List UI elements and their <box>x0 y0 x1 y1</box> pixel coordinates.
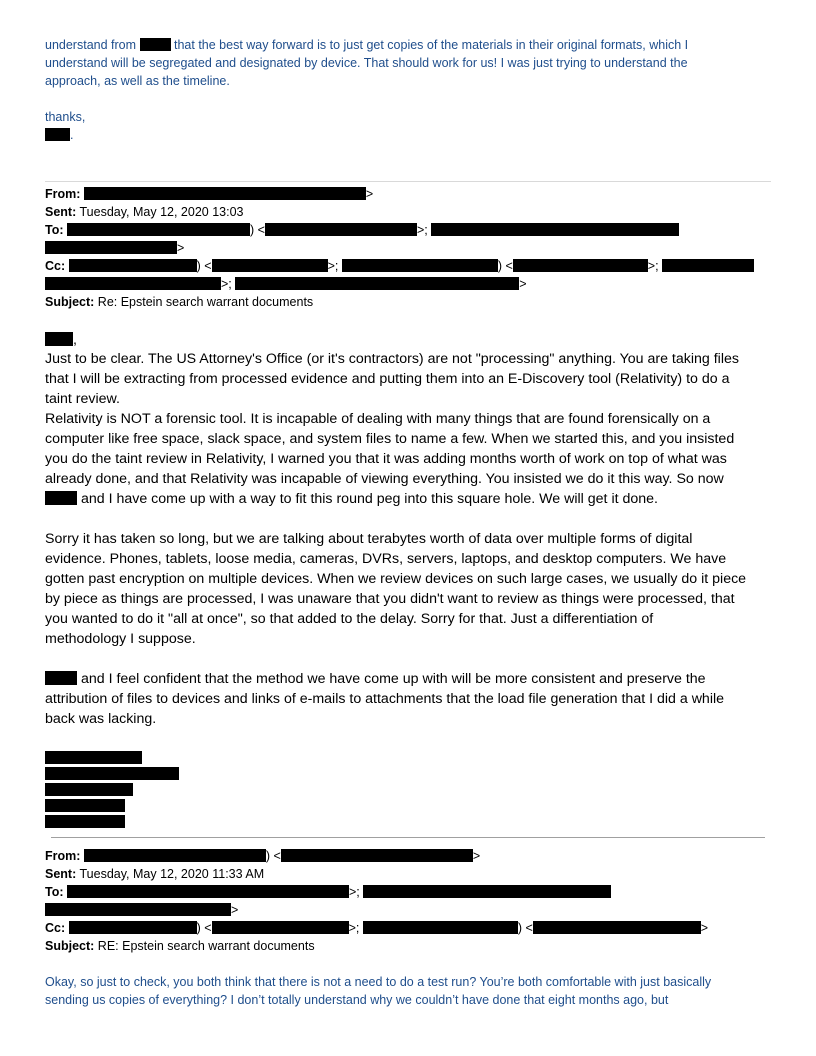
reply-para3-line: attribution of files to devices and links of e-mails to attachments that the load file generation that I did a while <box>45 691 725 707</box>
bottom-message-line-1: Okay, so just to check, you both think that there is not a need to do a test run? You’re both comfortable with just basically <box>45 975 712 989</box>
redaction <box>84 187 366 200</box>
reply-para3-line: back was lacking. <box>45 711 157 727</box>
redaction <box>212 259 328 272</box>
reply-para2-line: Sorry it has taken so long, but we are talking about terabytes worth of data over multiple forms of digital <box>45 531 693 547</box>
bottom-message-line-2: sending us copies of everything? I don’t totally understand why we couldn’t have done that eight months ago, but <box>45 993 669 1007</box>
redaction <box>235 277 519 290</box>
reply-para2-line: gotten past encryption on multiple devices. When we review devices on such large cases, we usually do it piece <box>45 571 747 587</box>
redaction <box>67 223 250 236</box>
redaction <box>45 241 177 254</box>
redaction <box>84 849 266 862</box>
reply-para3-line: and I feel confident that the method we have come up with will be more consistent and preserve the <box>45 669 706 689</box>
header1-from: From: > <box>45 187 374 201</box>
redaction <box>69 921 197 934</box>
redaction <box>45 332 73 346</box>
reply-line: computer like free space, slack space, and system files to name a few. When we started this, and you insisted <box>45 431 735 447</box>
top-message-line-1: understand from that the best way forward is to just get copies of the materials in their original formats, which I <box>45 38 689 52</box>
top-message-line-3: approach, as well as the timeline. <box>45 74 230 88</box>
signature-redaction <box>45 799 125 812</box>
top-message-signoff: thanks, <box>45 110 86 124</box>
header2-to: To: >; <box>45 883 611 901</box>
redaction <box>69 259 197 272</box>
header2-sent: Sent: Tuesday, May 12, 2020 11:33 AM <box>45 867 265 881</box>
reply-line: Just to be clear. The US Attorney's Office (or it's contractors) are not "processing" anything. You are taking files <box>45 351 739 367</box>
reply-greeting: , <box>45 330 77 350</box>
signature-redaction <box>45 767 179 780</box>
redaction <box>513 259 648 272</box>
signature-redaction <box>45 783 133 796</box>
top-message-signature: . <box>45 126 73 144</box>
redaction <box>45 128 70 141</box>
header2-from: From: ) < > <box>45 849 481 863</box>
header1-to: To: ) < >; <box>45 221 679 239</box>
reply-line: that I will be extracting from processed evidence and putting them into an E-Discovery tool (Relativity) to do a <box>45 371 730 387</box>
separator <box>45 181 771 182</box>
reply-line: you do the taint review in Relativity, I warned you that it was adding months worth of work on top of what was <box>45 451 727 467</box>
header2-cc: Cc: ) < >; ) < > <box>45 921 709 935</box>
top-message-line-2: understand will be segregated and designated by device. That should work for us! I was just trying to understand the <box>45 56 688 70</box>
redaction <box>431 223 679 236</box>
redaction <box>140 38 171 51</box>
redaction <box>662 259 754 272</box>
reply-para2-line: by piece as things are processed, I was unaware that you didn't want to review as things were processed, that <box>45 591 735 607</box>
reply-line: already done, and that Relativity was incapable of viewing everything. You insisted we do it this way. So now <box>45 471 724 487</box>
redaction <box>45 671 77 685</box>
header2-subject: Subject: RE: Epstein search warrant documents <box>45 939 315 953</box>
redaction <box>67 885 349 898</box>
redaction <box>342 259 498 272</box>
reply-para2-line: you wanted to do it "all at once", so that added to the delay. Sorry for that. Just a differentiation of <box>45 611 654 627</box>
redaction <box>45 903 231 916</box>
signature-redaction <box>45 751 142 764</box>
redaction <box>212 921 349 934</box>
redaction <box>363 921 518 934</box>
signature-redaction <box>45 815 125 828</box>
separator <box>51 837 765 838</box>
reply-line: taint review. <box>45 391 120 407</box>
reply-para2-line: evidence. Phones, tablets, loose media, cameras, DVRs, servers, laptops, and desktop computers. We have <box>45 551 727 567</box>
header1-cc-cont: >; > <box>45 275 527 293</box>
header2-to-cont: > <box>45 901 238 919</box>
redaction <box>363 885 611 898</box>
reply-line: Relativity is NOT a forensic tool. It is incapable of dealing with many things that are found forensically on a <box>45 411 711 427</box>
redaction <box>281 849 473 862</box>
header1-cc: Cc: ) < >; ) < >; <box>45 257 754 275</box>
header1-subject: Subject: Re: Epstein search warrant documents <box>45 295 314 309</box>
header1-sent: Sent: Tuesday, May 12, 2020 13:03 <box>45 205 244 219</box>
reply-line: and I have come up with a way to fit this round peg into this square hole. We will get it done. <box>45 489 658 509</box>
header1-to-cont: > <box>45 239 184 257</box>
redaction <box>533 921 701 934</box>
redaction <box>265 223 417 236</box>
redaction <box>45 491 77 505</box>
reply-para2-line: methodology I suppose. <box>45 631 196 647</box>
redaction <box>45 277 221 290</box>
